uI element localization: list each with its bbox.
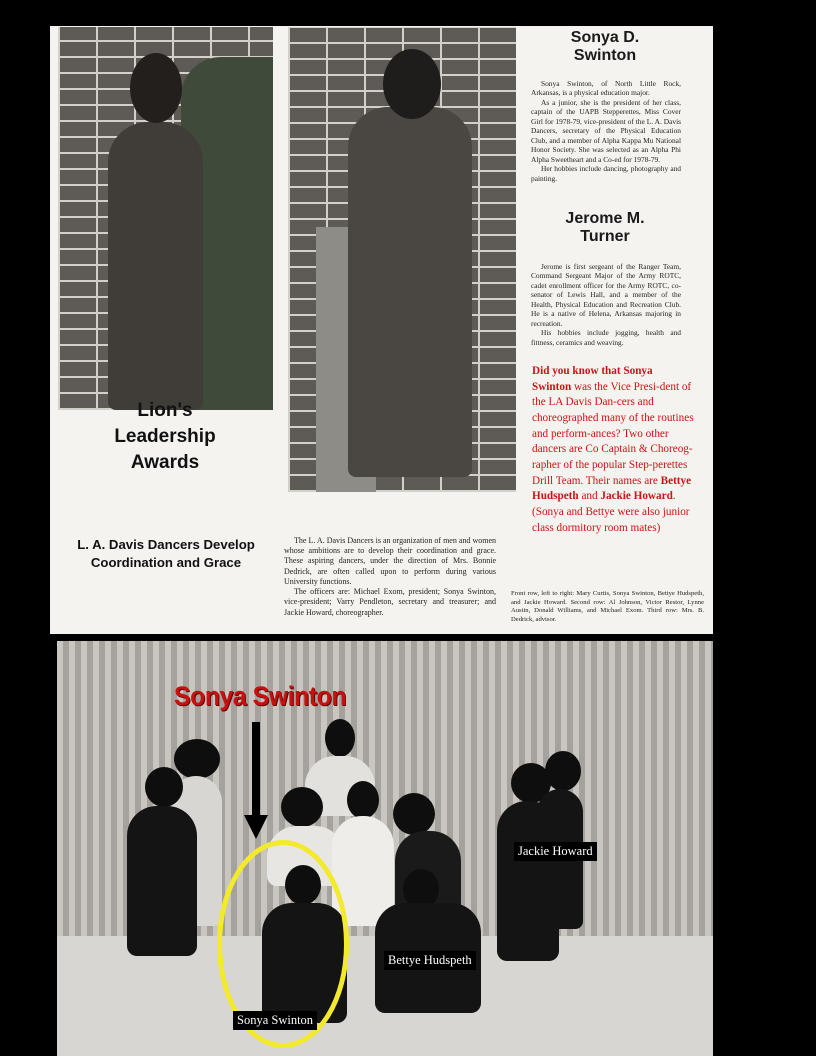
- photo-caption: Front row, left to right: Mary Curtis, Sonya Swinton, Bettye Hudspeth, and Jackie Howard. Second row: Al Johnson, Victor Restor, Lynne Austin, Donald Williams, and Michael Exom. Third row: Mrs. B. Dedrick, advisor.: [511, 590, 704, 623]
- profile-bio-jerome: Jerome is first sergeant of the Ranger Team, Command Sergeant Major of the Army ROTC, cadet enrollment officer for the Army ROTC, co-senator of Lewis Hall, and a member of the Health, Physical Education and Recreation Club. He is a native of Helena, Arkansas majoring in recreation. His hobbies include jogging, health and fittness, ceramics and weaving.: [531, 262, 681, 347]
- profile-bio-sonya: Sonya Swinton, of North Little Rock, Arkansas, is a physical education major. As a junior, she is the president of her class, captain of the UAPB Stepperettes, Miss Cover Girl for 1978-79, vice-president of the L. A. Davis Dancers, secretary of the Physical Education Club, and a member of Alpha Kappa Mu National Honor Society. She was selected as an Alpha Phi Alpha Sweetheart and a Co-ed for 1978-79. Her hobbies include dancing, photography and painting.: [531, 79, 681, 183]
- label-bettye-hudspeth: Bettye Hudspeth: [384, 951, 476, 970]
- story-headline: L. A. Davis Dancers Develop Coordination and Grace: [77, 537, 255, 571]
- arrow-head-icon: [244, 815, 268, 839]
- award-title: Lion's Leadership Awards: [114, 400, 216, 474]
- photo-jerome-turner: [288, 27, 516, 492]
- story-body: The L. A. Davis Dancers is an organization of men and women whose ambitions are to develop their coordination and grace. These aspiring dancers, under the direction of Mrs. Bonnie Dedrick, are often called upon to perform during various University functions. The officers are: Michael Exom, president; Sonya Swinton, vice-president; Varry Pendleton, secretary and treasurer; and Jackie Howard, choreographer.: [284, 536, 496, 617]
- photo-headline-label: Sonya Swinton: [174, 681, 347, 711]
- label-sonya-swinton: Sonya Swinton: [233, 1011, 317, 1030]
- arrow-icon: [252, 722, 260, 818]
- label-jackie-howard: Jackie Howard: [514, 842, 597, 861]
- group-photo: [57, 641, 713, 1056]
- profile-name-jerome: Jerome M. Turner: [565, 210, 645, 246]
- photo-sonya-swinton: [58, 27, 273, 410]
- trivia-note: Did you know that Sonya Swinton was the Vice Presi-dent of the LA Davis Dan-cers and choreographed many of the routines and perform-ances? Two other dancers are Co Captain & Choreog-rapher of the popular Step-perettes Drill Team. Their names are Bettye Hudspeth and Jackie Howard. (Sonya and Bettye were also junior class dormitory room mates): [532, 365, 694, 534]
- profile-name-sonya: Sonya D. Swinton: [570, 29, 640, 65]
